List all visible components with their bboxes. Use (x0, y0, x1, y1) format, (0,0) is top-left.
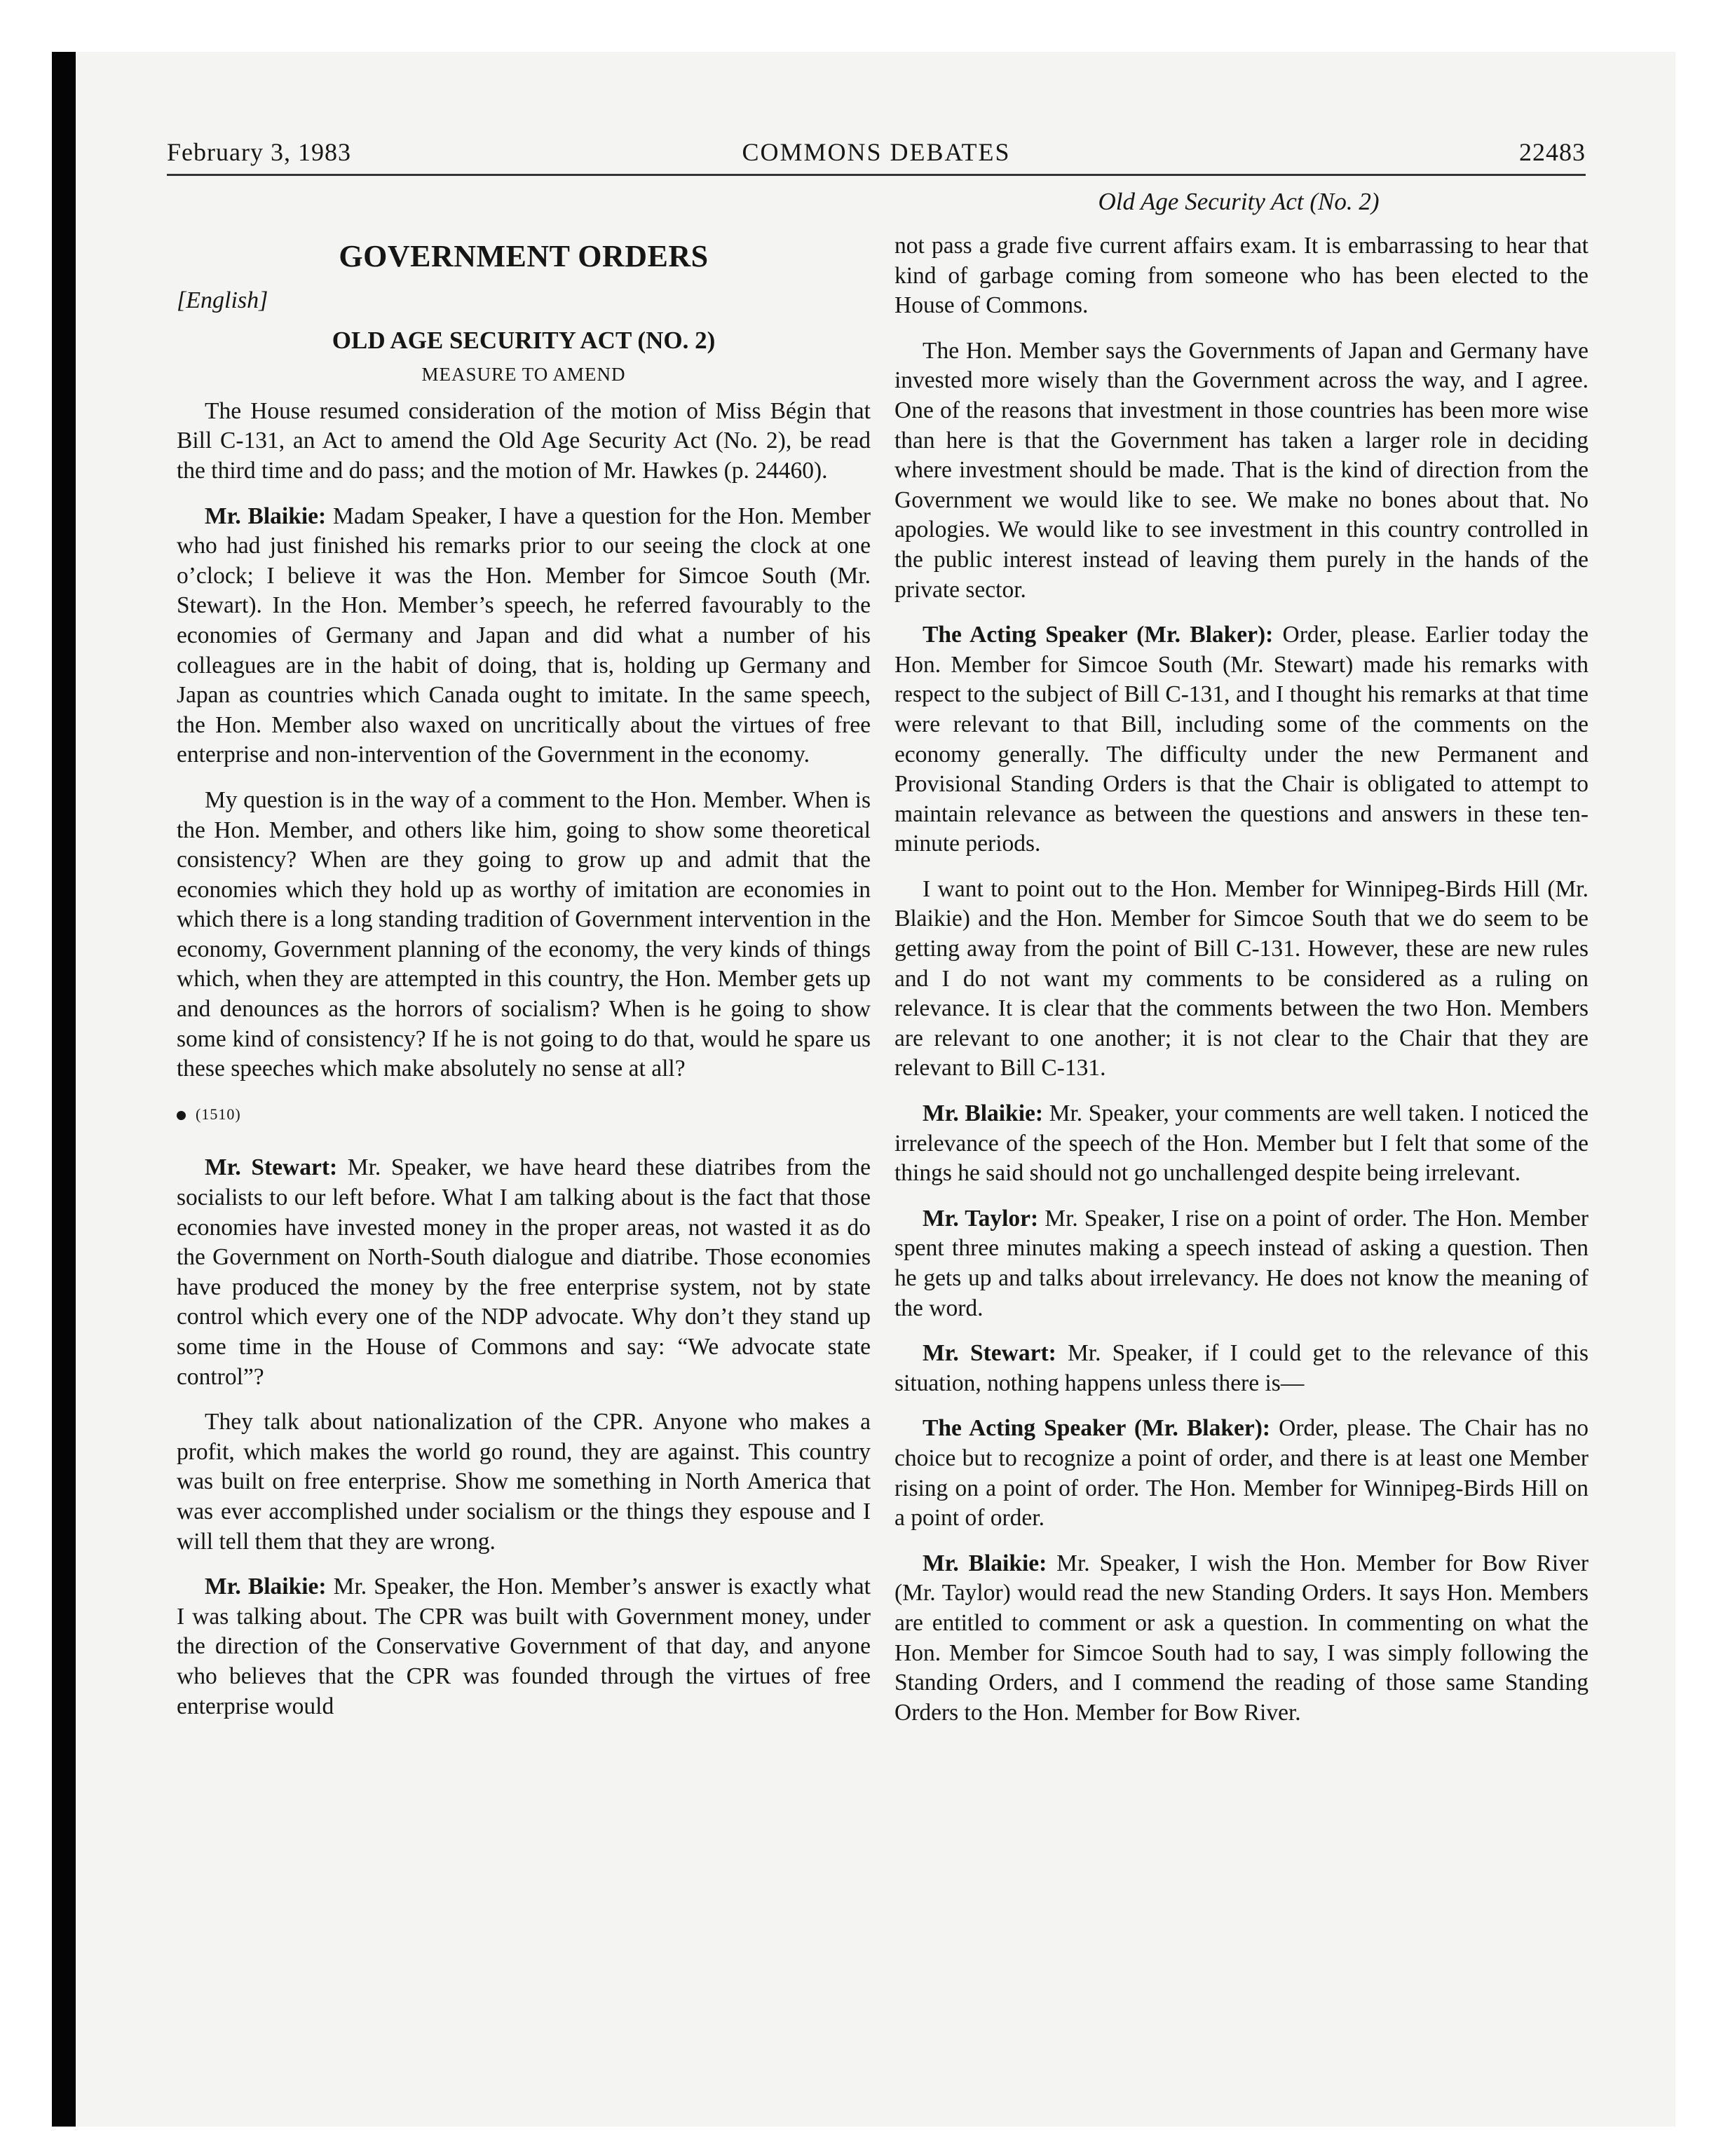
speech-text: Mr. Speaker, I wish the Hon. Member for Bow River (Mr. Taylor) would read the new Standing Orders. It says Hon. Members are entitled to comment or ask a question. In commenting on what the Hon. Member for Simcoe South had to say, I was simply following the Standing Orders, and I commend the reading of those same Standing Orders to the Hon. Member for Bow River. (894, 1550, 1588, 1726)
debate-paragraph: not pass a grade five current affairs exam. It is embarrassing to hear that kind of garbage coming from someone who has been elected to the House of Commons. (894, 233, 1588, 319)
left-column (177, 231, 871, 1737)
debate-paragraph (177, 1572, 871, 1721)
bullet-icon (177, 1111, 186, 1120)
speaker-name: Mr. Blaikie: (923, 1550, 1047, 1576)
time-mark-label: (1510) (196, 1105, 241, 1123)
speaker-name: Mr. Taylor: (923, 1205, 1039, 1231)
debate-paragraph (894, 1549, 1588, 1728)
intro-paragraph: The House resumed consideration of the motion of Miss Bégin that Bill C-131, an Act to amend the Old Age Security Act (No. 2), be read the third time and do pass; and the motion of Mr. Hawkes (p. 24460). (177, 397, 871, 484)
debate-paragraph: I want to point out to the Hon. Member for Winnipeg-Birds Hill (Mr. Blaikie) and the Hon. Member for Simcoe South that we do seem to be getting away from the point of Bill C-131. However, these are new rules and I do not want my comments to be considered as a ruling on relevance. It is clear that the comments between the two Hon. Members are relevant to one another; it is not clear to the Chair that they are relevant to Bill C-131. (894, 875, 1588, 1082)
right-column (894, 231, 1588, 1743)
time-mark (177, 1100, 871, 1130)
speech-text: Order, please. The Chair has no choice but to recognize a point of order, and there is at least one Member rising on a point of order. The Hon. Member for Winnipeg-Birds Hill on a point of order. (894, 1415, 1588, 1531)
section-title: GOVERNMENT ORDERS (339, 239, 709, 273)
header-date: February 3, 1983 (167, 138, 351, 166)
speech-text: Order, please. Earlier today the Hon. Member for Simcoe South (Mr. Stewart) made his remarks with respect to the subject of Bill C-131, and I thought his remarks at that time were relevant to that Bill, including some of the comments on the economy generally. The difficulty under the new Permanent and Provisional Standing Orders is that the Chair is obligated to attempt to maintain relevance as between the questions and answers in these ten-minute periods. (894, 622, 1589, 857)
speaker-name: The Acting Speaker (Mr. Blaker): (923, 622, 1274, 648)
debate-paragraph: The Hon. Member says the Governments of Japan and Germany have invested more wisely than the Government across the way, and I agree. One of the reasons that investment in those countries has been more wise than here is that the Government has taken a larger role in deciding where investment should be made. That is the kind of direction from the Government we would like to see. We make no bones about that. No apologies. We would like to see investment in this country controlled in the public interest instead of leaving them purely in the hands of the private sector. (894, 337, 1588, 603)
speech-text: Mr. Speaker, your comments are well taken. I noticed the irrelevance of the speech of the Hon. Member but I felt that some of the things he said should not go unchallenged despite being irrelevant. (894, 1100, 1588, 1187)
debate-paragraph (894, 1204, 1588, 1323)
speaker-name: Mr. Stewart: (923, 1340, 1056, 1367)
speaker-name: Mr. Blaikie: (205, 1574, 327, 1600)
header-rule (167, 174, 1586, 176)
debate-paragraph (177, 502, 871, 770)
debate-paragraph (894, 1099, 1588, 1189)
header-journal-name: COMMONS DEBATES (742, 138, 1011, 166)
bill-subhead: MEASURE TO AMEND (421, 364, 626, 386)
speech-text: Mr. Speaker, we have heard these diatribes from the socialists to our left before. What I am talking about is the fact that those economies have invested money in the proper areas, not wasted it as do the Government on North-South dialogue and diatribe. Those economies have produced the money by the free enterprise system, not by state control which every one of the NDP advocate. Why don’t they stand up some time in the House of Commons and say: “We advocate state control”? (177, 1154, 871, 1390)
debate-paragraph (894, 620, 1588, 859)
page-header (167, 137, 1586, 174)
header-page-number: 22483 (1519, 138, 1586, 166)
speech-text: Madam Speaker, I have a question for the Hon. Member who had just finished his remarks prior to our seeing the clock at one o’clock; I believe it was the Hon. Member for Simcoe South (Mr. Stewart). In the Hon. Member’s speech, he referred favourably to the economies of Germany and Japan and did what a number of his colleagues are in the habit of doing, that is, holding up Germany and Japan as countries which Canada ought to imitate. In the same speech, the Hon. Member also waxed on uncritically about the virtues of free enterprise and non-intervention of the Government in the economy. (177, 503, 871, 768)
debate-paragraph (894, 1339, 1588, 1398)
speaker-name: Mr. Blaikie: (923, 1100, 1044, 1127)
speech-text: Mr. Speaker, the Hon. Member’s answer is exactly what I was talking about. The CPR was built with Government money, under the direction of the Conservative Government of that day, and anyone who believes that the CPR was founded through the virtues of free enterprise would (177, 1574, 871, 1719)
bill-title: OLD AGE SECURITY ACT (NO. 2) (332, 326, 716, 354)
debate-paragraph (177, 1153, 871, 1392)
scan-edge (52, 52, 76, 2127)
speaker-name: Mr. Stewart: (205, 1154, 338, 1181)
speaker-name: The Acting Speaker (Mr. Blaker): (923, 1415, 1271, 1442)
language-tag: [English] (177, 287, 268, 313)
debate-paragraph: They talk about nationalization of the CPR. Anyone who makes a profit, which makes the world go round, they are against. This country was built on free enterprise. Show me something in North America that was ever accomplished under socialism or the things they espouse and I will tell them that they are wrong. (177, 1409, 871, 1555)
speaker-name: Mr. Blaikie: (205, 503, 327, 529)
speech-text: Mr. Speaker, if I could get to the relevance of this situation, nothing happens unless there is— (894, 1340, 1588, 1396)
speech-text: Mr. Speaker, I rise on a point of order. The Hon. Member spent three minutes making a speech instead of asking a question. Then he gets up and talks about irrelevancy. He does not know the meaning of the word. (894, 1205, 1588, 1321)
debate-paragraph: My question is in the way of a comment to the Hon. Member. When is the Hon. Member, and others like him, going to show some theoretical consistency? When are they going to grow up and admit that the economies which they hold up as worthy of imitation are economies in which there is a long standing tradition of Government intervention in the economy, Government planning of the economy, the very kinds of things which, when they are attempted in this country, the Hon. Member gets up and denounces as the horrors of socialism? When is he going to show some kind of consistency? If he is not going to do that, would he spare us these speeches which make absolutely no sense at all? (177, 786, 871, 1082)
debate-paragraph (894, 1414, 1588, 1533)
running-title: Old Age Security Act (No. 2) (1098, 188, 1380, 215)
